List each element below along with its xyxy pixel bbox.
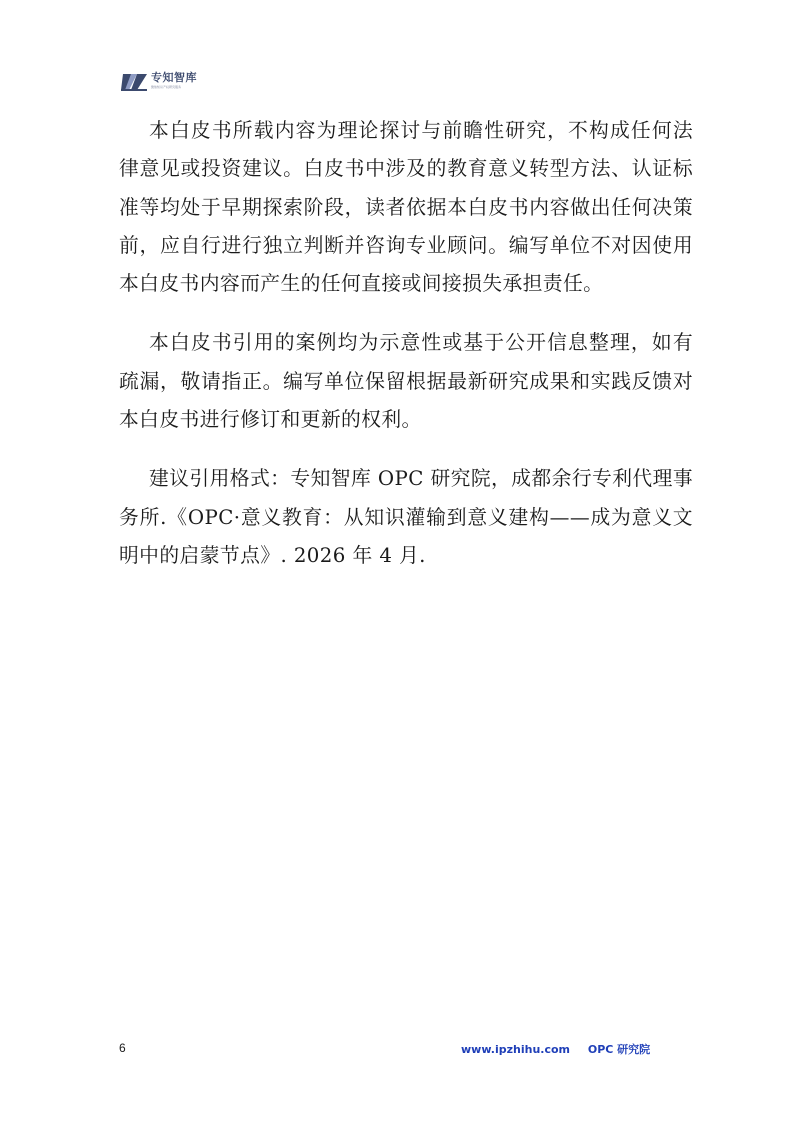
paragraph-cases: 本白皮书引用的案例均为示意性或基于公开信息整理，如有疏漏，敬请指正。编写单位保留根据最新研究成果和实践反馈对本白皮书进行修订和更新的权利。 xyxy=(119,331,693,432)
footer-institute: OPC 研究院 xyxy=(587,1043,651,1056)
logo xyxy=(121,72,197,92)
footer-website-link[interactable]: www.ipzhihu.com xyxy=(461,1043,570,1056)
page-body xyxy=(119,112,693,596)
logo-subtitle: 聚焦知识产权研究服务 xyxy=(151,85,182,89)
logo-title: 专知智库 xyxy=(151,71,197,84)
paragraph-citation: 建议引用格式：专知智库 OPC 研究院，成都余行专利代理事务所.《OPC·意义教育：从知识灌输到意义建构——成为意义文明中的启蒙节点》. 2026 年 4 月. xyxy=(119,467,693,567)
paragraph-disclaimer: 本白皮书所载内容为理论探讨与前瞻性研究，不构成任何法律意见或投资建议。白皮书中涉及的教育意义转型方法、认证标准等均处于早期探索阶段，读者依据本白皮书内容做出任何决策前，应自行进行独立判断并咨询专业顾问。编写单位不对因使用本白皮书内容而产生的任何直接或间接损失承担责任。 xyxy=(119,119,693,296)
logo-icon xyxy=(121,72,147,92)
page-number: 6 xyxy=(119,1041,126,1055)
footer-links xyxy=(461,1041,650,1057)
